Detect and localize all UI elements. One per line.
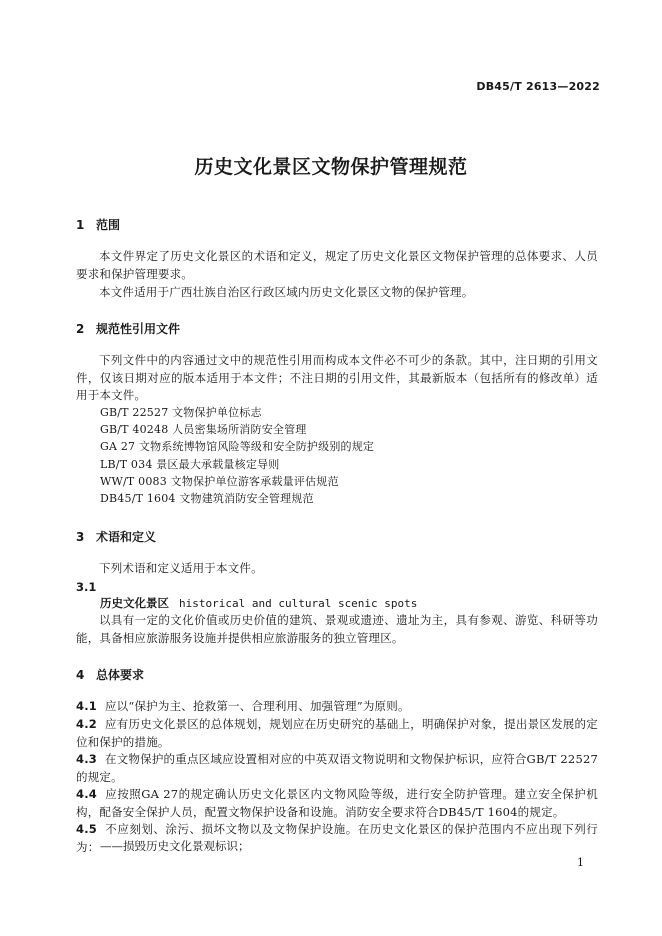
scope-paragraph-1: 本文件界定了历史文化景区的术语和定义，规定了历史文化景区文物保护管理的总体要求、人员要求和保护管理要求。 (76, 249, 598, 281)
clause-4-1 (76, 698, 598, 716)
section-4-heading (76, 666, 144, 683)
terms-intro: 下列术语和定义适用于本文件。 (99, 561, 263, 575)
section-3-heading (76, 528, 156, 545)
reference-item: GA 27 文物系统博物馆风险等级和安全防护级别的规定 (100, 440, 375, 453)
clause-number: 4.5 (76, 822, 97, 836)
document-title: 历史文化景区文物保护管理规范 (194, 156, 468, 178)
clause-text: 应有历史文化景区的总体规划，规划应在历史研究的基础上，明确保护对象，提出景区发展的定位和保护的措施。 (76, 717, 598, 749)
clause-number: 4.3 (76, 752, 97, 766)
clause-text: 应以“保护为主、抢救第一、合理利用、加强管理”为原则。 (104, 699, 410, 713)
clause-4-3 (76, 751, 598, 786)
clause-number: 4.2 (76, 717, 97, 731)
clause-4-2 (76, 716, 598, 751)
reference-item: GB/T 40248 人员密集场所消防安全管理 (100, 423, 307, 436)
clause-text: 在文物保护的重点区域应设置相对应的中英双语文物说明和文物保护标识，应符合GB/T 22527的规定。 (76, 752, 598, 784)
reference-item: DB45/T 1604 文物建筑消防安全管理规范 (100, 492, 314, 505)
clause-4-4 (76, 786, 598, 821)
scope-paragraph-2: 本文件适用于广西壮族自治区行政区域内历史文化景区文物的保护管理。 (99, 285, 474, 299)
clause-text: 应按照GA 27的规定确认历史文化景区内文物风险等级，进行安全防护管理。建立安全保护机构，配备安全保护人员，配置文物保护设备和设施。消防安全要求符合DB45/T 1604的规定。 (76, 787, 598, 819)
clause-text: 不应刻划、涂污、损坏文物以及文物保护设施。在历史文化景区的保护范围内不应出现下列行为： (76, 822, 598, 854)
references-intro-paragraph: 下列文件中的内容通过文中的规范性引用而构成本文件必不可少的条款。其中，注日期的引用文件，仅该日期对应的版本适用于本文件；不注日期的引用文件，其最新版本（包括所有的修改单）适用于本文件。 (76, 353, 598, 402)
section-number: 2 (76, 322, 85, 336)
clause-number: 4.1 (76, 699, 97, 713)
standard-number: DB45/T 2613—2022 (476, 80, 600, 93)
section-number: 3 (76, 530, 85, 544)
reference-item: WW/T 0083 文物保护单位游客承载量评估规范 (100, 475, 339, 488)
section-number: 4 (76, 668, 85, 682)
term-number: 3.1 (76, 580, 97, 594)
reference-item: LB/T 034 景区最大承载量核定导则 (100, 458, 280, 471)
section-title: 术语和定义 (96, 530, 157, 544)
clause-number: 4.4 (76, 787, 97, 801)
section-title: 规范性引用文件 (96, 322, 181, 336)
section-number: 1 (76, 218, 85, 232)
term-chinese: 历史文化景区 (100, 596, 169, 610)
term-english: historical and cultural scenic spots (179, 597, 418, 610)
reference-item: GB/T 22527 文物保护单位标志 (100, 406, 262, 419)
section-2-heading (76, 320, 180, 337)
term-entry (100, 595, 417, 613)
section-title: 总体要求 (96, 668, 145, 682)
term-definition: 以具有一定的文化价值或历史价值的建筑、景观或遗迹、遗址为主，具有参观、游览、科研等功能，具备相应旅游服务设施并提供相应旅游服务的独立管理区。 (76, 613, 598, 645)
dash-list-item: ——损毁历史文化景观标识； (100, 839, 250, 853)
section-1-heading (76, 216, 120, 233)
section-title: 范围 (96, 218, 121, 232)
page-number: 1 (577, 856, 584, 869)
